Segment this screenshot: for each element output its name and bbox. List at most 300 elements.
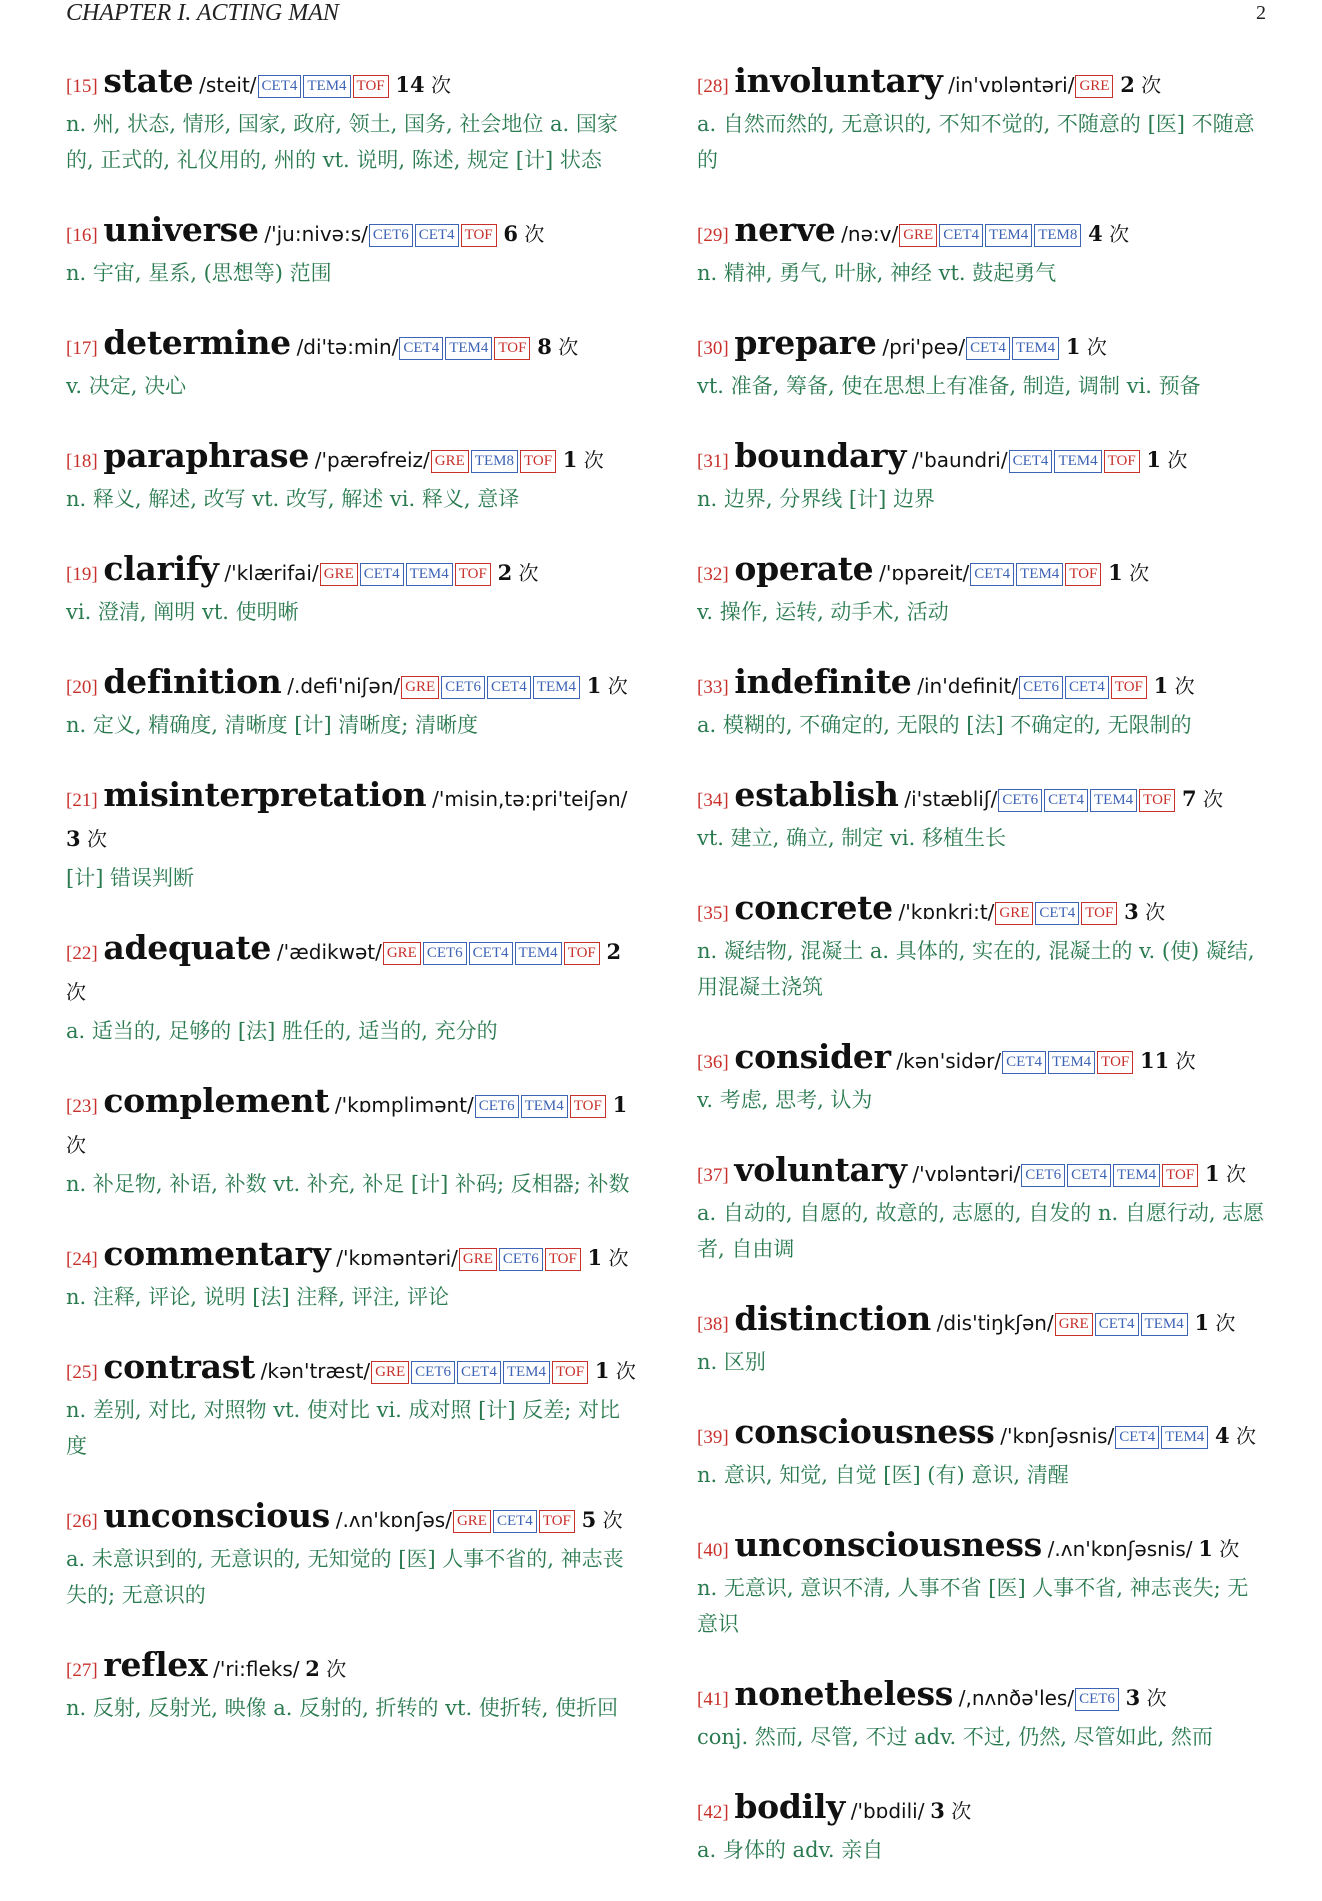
entry-headline xyxy=(66,1235,636,1279)
exam-tag: TEM4 xyxy=(1054,450,1101,473)
count-unit: 次 xyxy=(430,73,451,97)
entry-headline xyxy=(697,1675,1267,1719)
phonetic: /'klærifai/ xyxy=(224,561,319,585)
vocab-entry xyxy=(66,776,636,896)
entry-number: [28] xyxy=(697,76,729,97)
exam-tag: CET6 xyxy=(998,789,1042,812)
entry-headline xyxy=(66,1348,636,1392)
page-number: 2 xyxy=(1256,2,1266,24)
entry-number: [37] xyxy=(697,1165,729,1186)
count-value: 4 xyxy=(1088,221,1103,246)
entry-headline xyxy=(697,62,1267,106)
vocab-entry xyxy=(697,1413,1267,1493)
count-unit: 次 xyxy=(1167,448,1188,472)
count-value: 1 xyxy=(1153,673,1169,698)
entry-number: [22] xyxy=(66,943,98,964)
count-unit: 次 xyxy=(66,980,86,1004)
exam-tag: TOF xyxy=(539,1510,575,1533)
vocab-entry xyxy=(66,663,636,743)
exam-tag: CET4 xyxy=(493,1510,537,1533)
exam-tag: CET4 xyxy=(1002,1051,1046,1074)
count-unit: 次 xyxy=(518,561,539,585)
headword: unconscious xyxy=(103,1496,330,1535)
entry-number: [21] xyxy=(66,790,98,811)
entry-headline xyxy=(66,776,636,860)
frequency-count xyxy=(498,561,539,585)
definition-text: n. 区别 xyxy=(697,1350,766,1374)
count-unit: 次 xyxy=(1109,222,1130,246)
exam-tag: CET6 xyxy=(475,1095,519,1118)
definition-text: conj. 然而, 尽管, 不过 adv. 不过, 仍然, 尽管如此, 然而 xyxy=(697,1725,1213,1749)
headword: adequate xyxy=(103,928,272,967)
count-value: 2 xyxy=(497,560,513,585)
exam-tag: CET4 xyxy=(966,337,1010,360)
exam-tag: CET4 xyxy=(1009,450,1053,473)
count-unit: 次 xyxy=(86,827,107,851)
phonetic: /.ʌn'kɒnʃəsnis/ xyxy=(1047,1537,1193,1561)
definition-text: a. 未意识到的, 无意识的, 无知觉的 [医] 人事不省的, 神志丧失的; 无意识的 xyxy=(66,1547,624,1607)
frequency-count xyxy=(582,1508,623,1532)
count-unit: 次 xyxy=(608,1246,629,1270)
count-value: 8 xyxy=(537,334,552,359)
headword: misinterpretation xyxy=(103,775,427,814)
phonetic: /'pærəfreiz/ xyxy=(314,448,430,472)
frequency-count xyxy=(1088,222,1129,246)
entry-number: [39] xyxy=(697,1427,729,1448)
phonetic: /'kɒmplimənt/ xyxy=(334,1093,474,1117)
entry-number: [24] xyxy=(66,1249,98,1270)
headword: bodily xyxy=(734,1787,845,1826)
exam-tag: TOF xyxy=(1162,1164,1198,1187)
count-value: 14 xyxy=(395,72,425,97)
headword: determine xyxy=(103,323,291,362)
phonetic: /di'tə:min/ xyxy=(296,335,399,359)
exam-tag: CET4 xyxy=(258,75,302,98)
entry-headline xyxy=(697,324,1267,368)
exam-tag: GRE xyxy=(459,1248,497,1271)
frequency-count xyxy=(66,827,107,851)
frequency-count xyxy=(1066,335,1107,359)
entry-headline xyxy=(697,1788,1267,1832)
count-unit: 次 xyxy=(1215,1311,1236,1335)
exam-tag: CET4 xyxy=(939,224,983,247)
exam-tag: CET6 xyxy=(441,676,485,699)
exam-tag: CET4 xyxy=(469,942,513,965)
exam-tag: TEM4 xyxy=(1016,563,1063,586)
definition-text: n. 州, 状态, 情形, 国家, 政府, 领土, 国务, 社会地位 a. 国家的, 正式的, 礼仪用的, 州的 vt. 说明, 陈述, 规定 [计] 状态 xyxy=(66,112,618,172)
exam-tag: CET4 xyxy=(360,563,404,586)
headword: definition xyxy=(103,662,282,701)
exam-tag: TEM4 xyxy=(533,676,580,699)
exam-tag: CET4 xyxy=(1035,902,1079,925)
exam-tag: GRE xyxy=(401,676,439,699)
count-unit: 次 xyxy=(1086,335,1107,359)
entry-number: [17] xyxy=(66,338,98,359)
exam-tag: GRE xyxy=(383,942,421,965)
definition-text: n. 凝结物, 混凝土 a. 具体的, 实在的, 混凝土的 v. (使) 凝结, 用混凝土浇筑 xyxy=(697,939,1255,999)
frequency-count xyxy=(1215,1424,1256,1448)
entry-headline xyxy=(66,324,636,368)
frequency-count xyxy=(1154,674,1195,698)
entry-number: [31] xyxy=(697,451,729,472)
exam-tag: TEM4 xyxy=(445,337,492,360)
entry-headline xyxy=(66,550,636,594)
count-value: 2 xyxy=(305,1656,320,1681)
count-value: 2 xyxy=(606,939,622,964)
phonetic: /'ri:fleks/ xyxy=(213,1657,300,1681)
exam-tag: TEM4 xyxy=(521,1095,568,1118)
frequency-count xyxy=(537,335,578,359)
exam-tag: GRE xyxy=(995,902,1033,925)
exam-tag: TEM4 xyxy=(515,942,562,965)
exam-tag: CET4 xyxy=(1095,1313,1139,1336)
count-unit: 次 xyxy=(602,1508,623,1532)
exam-tag: TEM4 xyxy=(985,224,1032,247)
exam-tag: TOF xyxy=(552,1361,588,1384)
exam-tag: TEM4 xyxy=(1012,337,1059,360)
phonetic: /dis'tiŋkʃən/ xyxy=(936,1311,1054,1335)
headword: operate xyxy=(734,549,874,588)
entry-number: [19] xyxy=(66,564,98,585)
phonetic: /nə:v/ xyxy=(841,222,899,246)
phonetic: /'kɒnkri:t/ xyxy=(898,900,995,924)
exam-tag: TEM4 xyxy=(1161,1426,1208,1449)
count-unit: 次 xyxy=(1146,1686,1167,1710)
exam-tag: TOF xyxy=(1139,789,1175,812)
count-unit: 次 xyxy=(1175,1049,1196,1073)
headword: nonetheless xyxy=(734,1674,954,1713)
entry-number: [20] xyxy=(66,677,98,698)
count-value: 3 xyxy=(930,1798,945,1823)
vocab-entry xyxy=(66,1646,636,1726)
vocab-entry xyxy=(66,1235,636,1315)
vocab-entry xyxy=(697,211,1267,291)
vocab-entry xyxy=(66,437,636,517)
vocab-entry xyxy=(697,550,1267,630)
phonetic: /'kɒməntəri/ xyxy=(336,1246,458,1270)
vocab-entry xyxy=(697,1038,1267,1118)
phonetic: /in'definit/ xyxy=(917,674,1019,698)
exam-tag: CET6 xyxy=(1021,1164,1065,1187)
phonetic: /'ju:nivə:s/ xyxy=(264,222,368,246)
phonetic: /.ʌn'kɒnʃəs/ xyxy=(335,1508,452,1532)
exam-tag: TEM4 xyxy=(1048,1051,1095,1074)
vocab-entry xyxy=(66,324,636,404)
count-value: 1 xyxy=(1198,1536,1213,1561)
headword: establish xyxy=(734,775,899,814)
count-value: 1 xyxy=(1194,1310,1210,1335)
headword: unconsciousness xyxy=(734,1525,1042,1564)
phonetic: /steit/ xyxy=(199,73,257,97)
phonetic: /'bɒdili/ xyxy=(850,1799,925,1823)
definition-text: v. 考虑, 思考, 认为 xyxy=(697,1088,873,1112)
definition-text: v. 决定, 决心 xyxy=(66,374,187,398)
exam-tag: TOF xyxy=(570,1095,606,1118)
phonetic: /'vɒləntəri/ xyxy=(912,1162,1021,1186)
count-value: 3 xyxy=(1124,899,1139,924)
exam-tag: TOF xyxy=(1104,450,1140,473)
count-value: 6 xyxy=(503,221,518,246)
exam-tag: TEM8 xyxy=(471,450,518,473)
count-value: 11 xyxy=(1139,1048,1170,1073)
entry-headline xyxy=(66,62,636,106)
headword: nerve xyxy=(734,210,836,249)
vocab-entry xyxy=(697,1788,1267,1868)
count-unit: 次 xyxy=(1141,73,1162,97)
exam-tag: GRE xyxy=(899,224,937,247)
exam-tag: TEM4 xyxy=(503,1361,550,1384)
exam-tag: TOF xyxy=(545,1248,581,1271)
exam-tag: TEM4 xyxy=(1090,789,1137,812)
entry-headline xyxy=(66,1082,636,1166)
entry-headline xyxy=(697,1038,1267,1082)
count-value: 7 xyxy=(1181,786,1197,811)
entry-headline xyxy=(66,929,636,1013)
frequency-count xyxy=(1120,73,1161,97)
entry-number: [34] xyxy=(697,790,729,811)
vocab-entry xyxy=(66,550,636,630)
frequency-count xyxy=(1198,1537,1239,1561)
exam-tag: TOF xyxy=(520,450,556,473)
vocab-entry xyxy=(697,1526,1267,1642)
vocab-entry xyxy=(697,1300,1267,1380)
phonetic: /pri'peə/ xyxy=(882,335,966,359)
frequency-count xyxy=(1124,900,1165,924)
count-unit: 次 xyxy=(558,335,579,359)
vocab-entry xyxy=(697,437,1267,517)
exam-tag: CET6 xyxy=(499,1248,543,1271)
entry-number: [35] xyxy=(697,903,729,924)
headword: involuntary xyxy=(734,61,943,100)
entry-number: [32] xyxy=(697,564,729,585)
frequency-count xyxy=(305,1657,346,1681)
phonetic: /'kɒnʃəsnis/ xyxy=(1000,1424,1115,1448)
count-value: 1 xyxy=(612,1092,628,1117)
vocab-entry xyxy=(66,1348,636,1464)
phonetic: /'ædikwət/ xyxy=(276,940,382,964)
exam-tag: TOF xyxy=(564,942,600,965)
entry-number: [41] xyxy=(697,1689,729,1710)
entry-headline xyxy=(66,663,636,707)
vocab-entry xyxy=(66,1497,636,1613)
headword: indefinite xyxy=(734,662,912,701)
vocab-entry xyxy=(66,929,636,1049)
entry-number: [36] xyxy=(697,1052,729,1073)
frequency-count xyxy=(1194,1311,1235,1335)
exam-tag: GRE xyxy=(431,450,469,473)
headword: distinction xyxy=(734,1299,931,1338)
count-value: 3 xyxy=(1125,1685,1141,1710)
exam-tag: GRE xyxy=(453,1510,491,1533)
exam-tag: CET4 xyxy=(487,676,531,699)
count-value: 1 xyxy=(587,1245,603,1270)
headword: concrete xyxy=(734,888,893,927)
exam-tag: TEM4 xyxy=(1141,1313,1188,1336)
exam-tag: CET6 xyxy=(1075,1688,1119,1711)
entry-headline xyxy=(697,1300,1267,1344)
definition-text: n. 定义, 精确度, 清晰度 [计] 清晰度; 清晰度 xyxy=(66,713,479,737)
exam-tag: TOF xyxy=(1081,902,1117,925)
entry-number: [33] xyxy=(697,677,729,698)
definition-text: vt. 准备, 筹备, 使在思想上有准备, 制造, 调制 vi. 预备 xyxy=(697,374,1201,398)
exam-tag: GRE xyxy=(320,563,358,586)
exam-tag: TOF xyxy=(1065,563,1101,586)
phonetic: /'misin,tə:pri'teiʃən/ xyxy=(432,787,628,811)
entry-number: [23] xyxy=(66,1096,98,1117)
frequency-count xyxy=(1182,787,1223,811)
entry-headline xyxy=(697,437,1267,481)
vocab-entry xyxy=(697,1675,1267,1755)
exam-tag: TOF xyxy=(1097,1051,1133,1074)
exam-tag: TOF xyxy=(1111,676,1147,699)
definition-text: [计] 错误判断 xyxy=(66,866,195,890)
phonetic: /,nʌnðə'les/ xyxy=(958,1686,1075,1710)
count-value: 1 xyxy=(594,1358,610,1383)
frequency-count xyxy=(1140,1049,1196,1073)
count-unit: 次 xyxy=(951,1799,972,1823)
entry-headline xyxy=(697,1151,1267,1195)
entry-headline xyxy=(66,211,636,255)
vocab-entry xyxy=(66,62,636,178)
phonetic: /kən'sidər/ xyxy=(896,1049,1002,1073)
entry-number: [18] xyxy=(66,451,98,472)
exam-tag: CET4 xyxy=(1065,676,1109,699)
count-unit: 次 xyxy=(524,222,545,246)
count-value: 2 xyxy=(1120,72,1135,97)
definition-text: n. 边界, 分界线 [计] 边界 xyxy=(697,487,935,511)
exam-tag: GRE xyxy=(1075,75,1113,98)
entry-number: [29] xyxy=(697,225,729,246)
vocab-entry xyxy=(697,663,1267,743)
headword: consciousness xyxy=(734,1412,995,1451)
headword: contrast xyxy=(103,1347,255,1386)
frequency-count xyxy=(1108,561,1149,585)
headword: reflex xyxy=(103,1645,208,1684)
vocab-entry xyxy=(66,211,636,291)
count-unit: 次 xyxy=(66,1133,86,1157)
definition-text: a. 自动的, 自愿的, 故意的, 志愿的, 自发的 n. 自愿行动, 志愿者, 自由调 xyxy=(697,1201,1265,1261)
headword: universe xyxy=(103,210,259,249)
exam-tag: CET6 xyxy=(1019,676,1063,699)
frequency-count xyxy=(563,448,604,472)
entry-headline xyxy=(697,663,1267,707)
headword: commentary xyxy=(103,1234,331,1273)
entry-number: [42] xyxy=(697,1802,729,1823)
count-unit: 次 xyxy=(1219,1537,1240,1561)
chapter-title: CHAPTER I. ACTING MAN xyxy=(66,0,339,26)
count-value: 1 xyxy=(1065,334,1081,359)
headword: paraphrase xyxy=(103,436,310,475)
definition-text: v. 操作, 运转, 动手术, 活动 xyxy=(697,600,949,624)
entry-headline xyxy=(697,1526,1267,1570)
definition-text: a. 模糊的, 不确定的, 无限的 [法] 不确定的, 无限制的 xyxy=(697,713,1192,737)
exam-tag: GRE xyxy=(371,1361,409,1384)
frequency-count xyxy=(588,1246,629,1270)
exam-tag: CET6 xyxy=(411,1361,455,1384)
frequency-count xyxy=(587,674,628,698)
phonetic: /'baundri/ xyxy=(911,448,1008,472)
vocab-entry xyxy=(697,776,1267,856)
frequency-count xyxy=(503,222,544,246)
exam-tag: CET4 xyxy=(415,224,459,247)
headword: boundary xyxy=(734,436,907,475)
exam-tag: CET4 xyxy=(1067,1164,1111,1187)
phonetic: /i'stæbliʃ/ xyxy=(904,787,998,811)
entry-headline xyxy=(66,437,636,481)
count-unit: 次 xyxy=(1129,561,1150,585)
phonetic: /in'vɒləntəri/ xyxy=(948,73,1075,97)
definition-text: n. 补足物, 补语, 补数 vt. 补充, 补足 [计] 补码; 反相器; 补数 xyxy=(66,1172,630,1196)
exam-tag: CET6 xyxy=(423,942,467,965)
exam-tag: CET4 xyxy=(1115,1426,1159,1449)
count-value: 1 xyxy=(1108,560,1123,585)
exam-tag: CET4 xyxy=(457,1361,501,1384)
entry-number: [30] xyxy=(697,338,729,359)
exam-tag: CET6 xyxy=(369,224,413,247)
exam-tag: TEM4 xyxy=(303,75,350,98)
count-value: 4 xyxy=(1215,1423,1230,1448)
entry-number: [15] xyxy=(66,76,98,97)
exam-tag: TOF xyxy=(461,224,497,247)
entry-headline xyxy=(697,211,1267,255)
definition-text: vi. 澄清, 阐明 vt. 使明晰 xyxy=(66,600,299,624)
definition-text: n. 无意识, 意识不清, 人事不省 [医] 人事不省, 神志丧失; 无意识 xyxy=(697,1576,1249,1636)
exam-tag: CET4 xyxy=(970,563,1014,586)
definition-text: vt. 建立, 确立, 制定 vi. 移植生长 xyxy=(697,826,1006,850)
definition-text: n. 释义, 解述, 改写 vt. 改写, 解述 vi. 释义, 意译 xyxy=(66,487,520,511)
count-value: 3 xyxy=(66,826,81,851)
count-unit: 次 xyxy=(326,1657,347,1681)
entry-number: [25] xyxy=(66,1362,98,1383)
vocab-entry xyxy=(697,1151,1267,1267)
definition-text: a. 自然而然的, 无意识的, 不知不觉的, 不随意的 [医] 不随意的 xyxy=(697,112,1255,172)
headword: prepare xyxy=(734,323,877,362)
phonetic: /kən'træst/ xyxy=(260,1359,371,1383)
entry-headline xyxy=(697,889,1267,933)
definition-text: n. 反射, 反射光, 映像 a. 反射的, 折转的 vt. 使折转, 使折回 xyxy=(66,1696,619,1720)
count-value: 5 xyxy=(581,1507,597,1532)
exam-tag: TEM4 xyxy=(406,563,453,586)
frequency-count xyxy=(930,1799,971,1823)
phonetic: /'ɒpəreit/ xyxy=(879,561,970,585)
count-value: 1 xyxy=(1204,1161,1220,1186)
frequency-count xyxy=(595,1359,636,1383)
headword: consider xyxy=(734,1037,891,1076)
exam-tag: TOF xyxy=(494,337,530,360)
exam-tag: TEM8 xyxy=(1034,224,1081,247)
entry-number: [27] xyxy=(66,1660,98,1681)
count-unit: 次 xyxy=(583,448,604,472)
entry-headline xyxy=(697,776,1267,820)
exam-tag: TEM4 xyxy=(1113,1164,1160,1187)
frequency-count xyxy=(1205,1162,1246,1186)
entry-headline xyxy=(697,550,1267,594)
headword: state xyxy=(103,61,194,100)
count-unit: 次 xyxy=(1174,674,1195,698)
right-column xyxy=(697,62,1267,1901)
left-column xyxy=(66,62,636,1759)
definition-text: a. 适当的, 足够的 [法] 胜任的, 适当的, 充分的 xyxy=(66,1019,498,1043)
definition-text: n. 注释, 评论, 说明 [法] 注释, 评注, 评论 xyxy=(66,1285,450,1309)
page-header xyxy=(66,0,1266,28)
count-value: 1 xyxy=(1146,447,1162,472)
count-value: 1 xyxy=(562,447,578,472)
vocab-entry xyxy=(697,889,1267,1005)
exam-tag: GRE xyxy=(1055,1313,1093,1336)
count-unit: 次 xyxy=(607,674,628,698)
count-unit: 次 xyxy=(1236,1424,1257,1448)
definition-text: n. 意识, 知觉, 自觉 [医] (有) 意识, 清醒 xyxy=(697,1463,1069,1487)
